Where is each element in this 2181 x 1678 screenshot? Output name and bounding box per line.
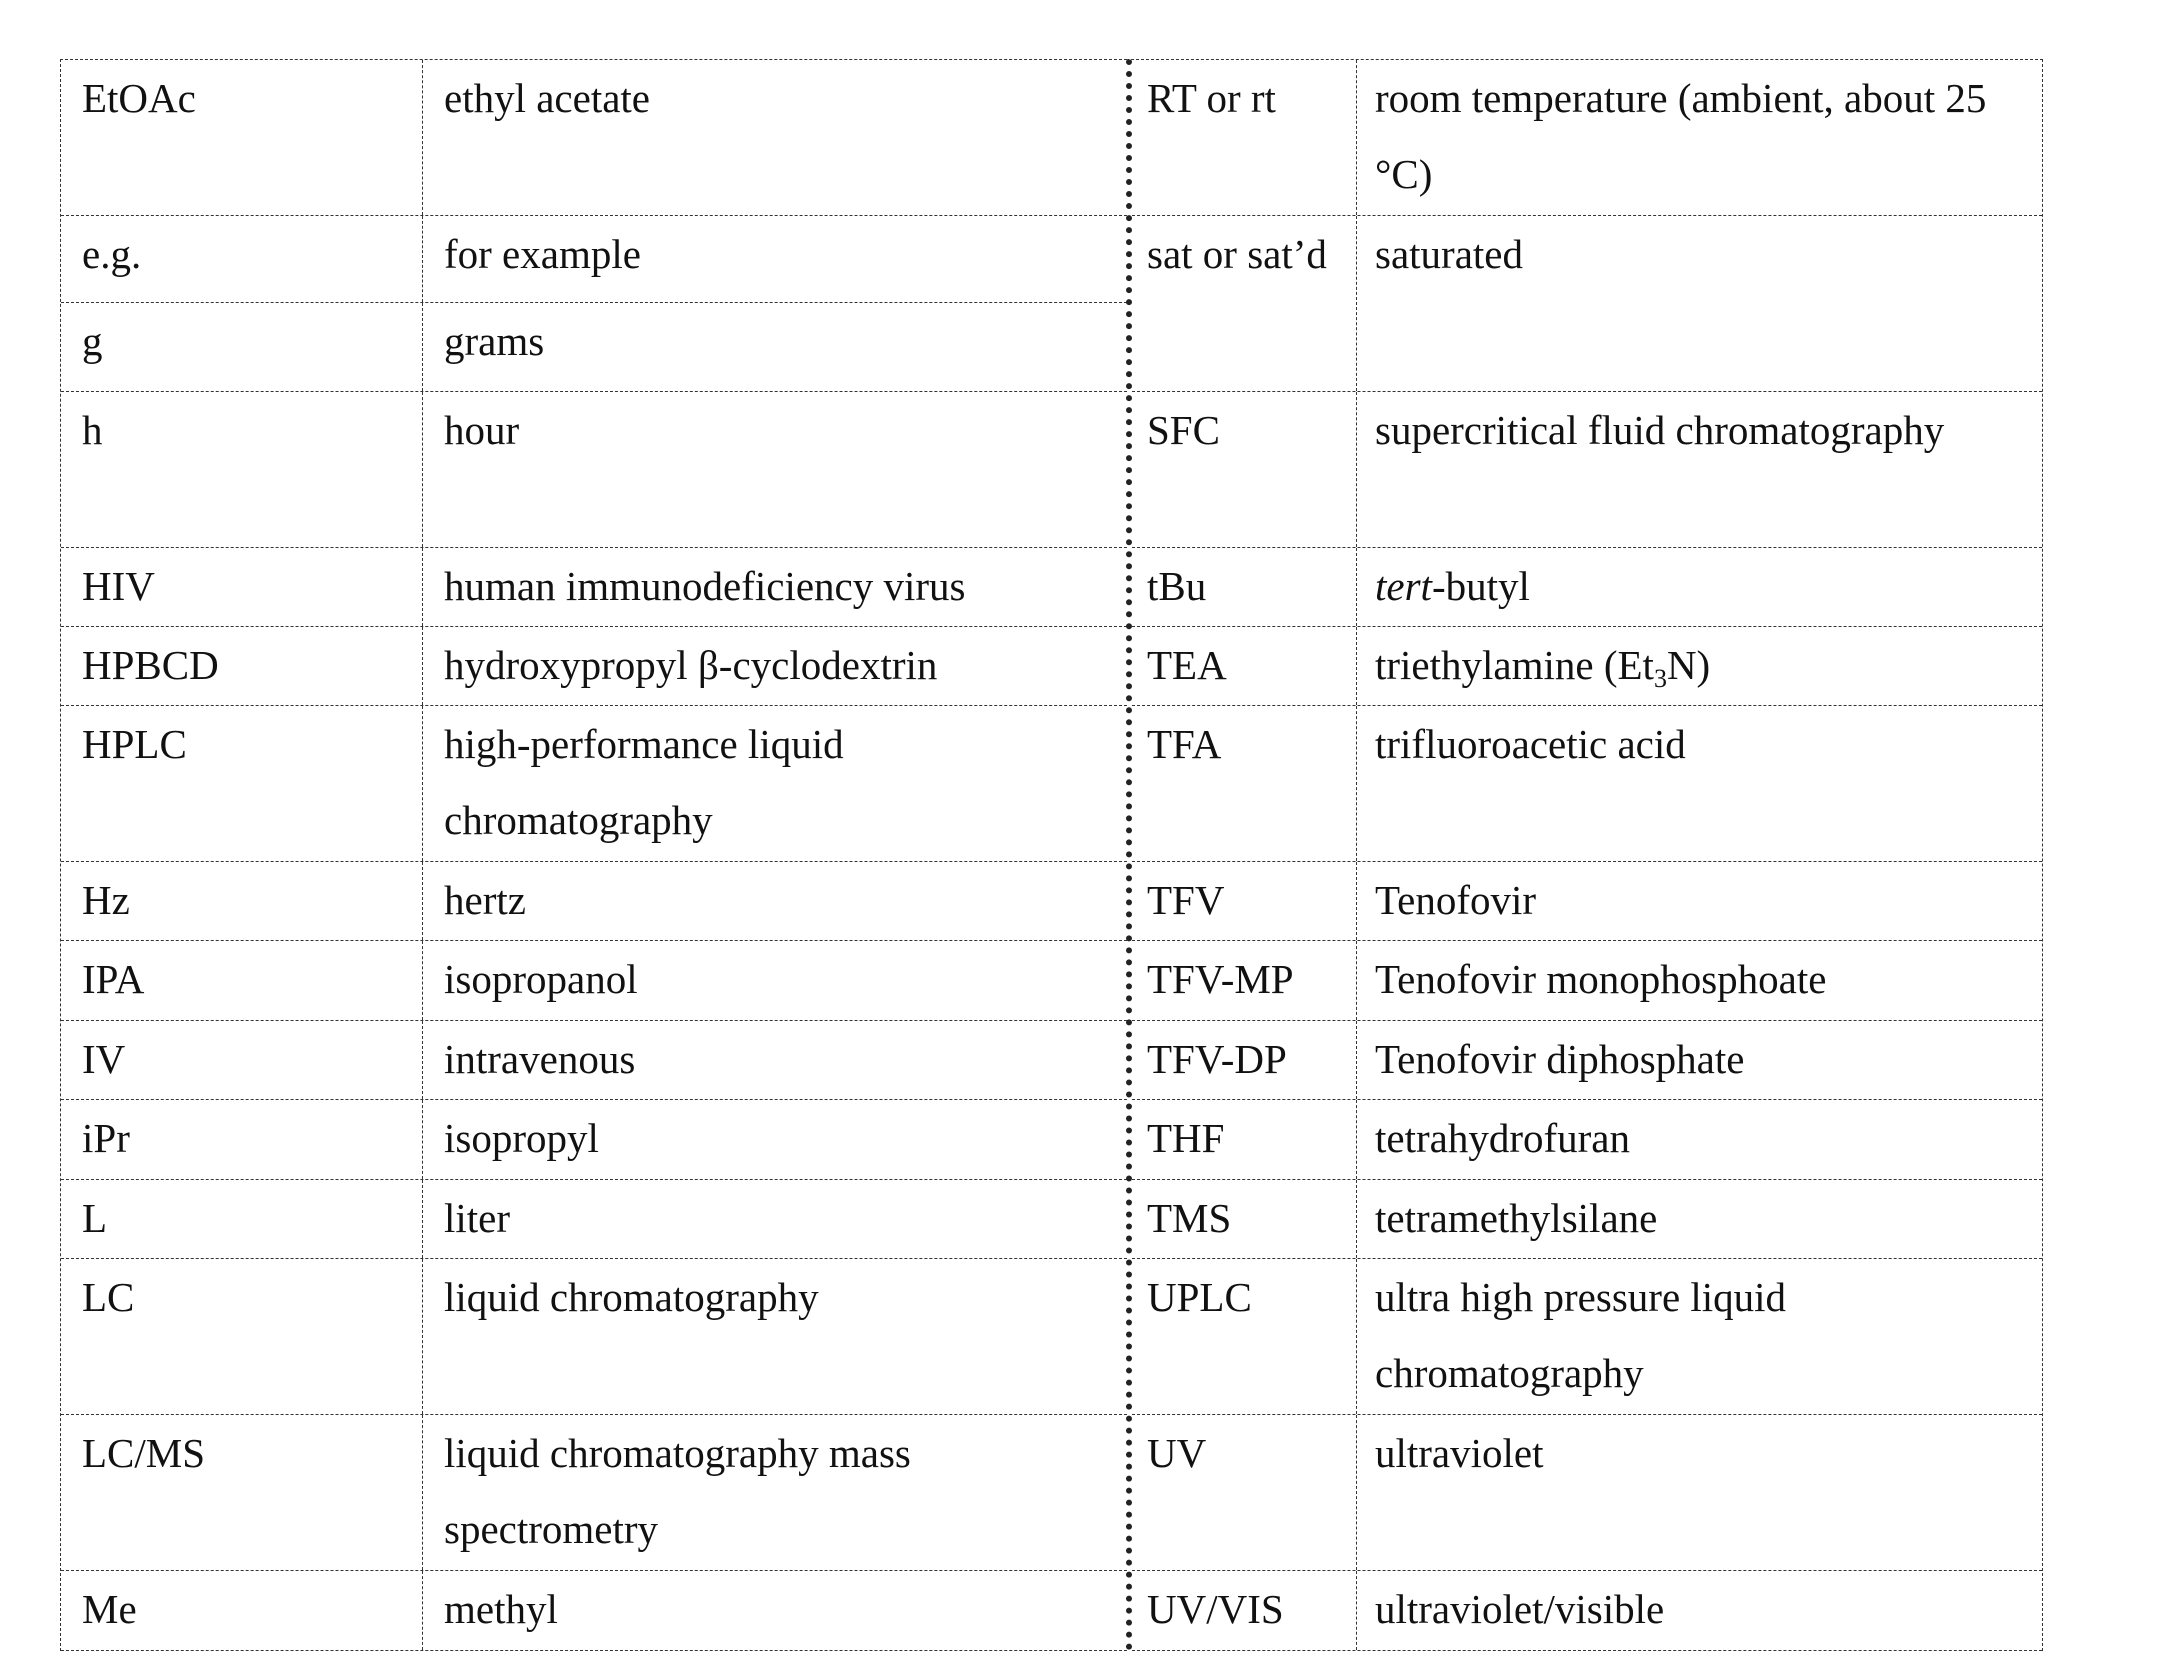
table-row <box>61 216 1127 303</box>
definition-cell <box>423 862 1127 940</box>
abbreviation-cell: tBu <box>1132 548 1357 626</box>
definition-text: hydroxypropyl β-cyclodextrin <box>444 642 937 688</box>
definition-text: liter <box>444 1195 510 1241</box>
abbreviation-cell: LC <box>61 1259 423 1414</box>
abbreviation-cell: TEA <box>1132 627 1357 705</box>
abbreviation-cell: THF <box>1132 1100 1357 1179</box>
abbreviation-cell: HPLC <box>61 706 423 861</box>
definition-cell <box>423 60 1127 215</box>
definition-text: -butyl <box>1432 563 1530 609</box>
definition-text: liquid chromatography mass spectrometry <box>444 1430 911 1552</box>
definition-cell <box>1357 216 2042 391</box>
abbreviation-cell: h <box>61 392 423 547</box>
abbreviation-cell: Hz <box>61 862 423 940</box>
abbreviation-cell: sat or sat’d <box>1132 216 1357 391</box>
definition-text: triethylamine (Et <box>1375 642 1654 688</box>
table-row <box>61 941 1127 1021</box>
table-row <box>1132 1100 2042 1180</box>
table-row <box>61 303 1127 392</box>
definition-text: for example <box>444 231 641 277</box>
abbreviation-cell: EtOAc <box>61 60 423 215</box>
definition-text: hertz <box>444 877 526 923</box>
definition-cell <box>1357 1415 2042 1570</box>
table-row <box>1132 1415 2042 1571</box>
table-row <box>1132 706 2042 862</box>
definition-text: Tenofovir monophosphoate <box>1375 956 1826 1002</box>
definition-text: N) <box>1667 642 1710 688</box>
table-row <box>61 1259 1127 1415</box>
definition-text: tetrahydrofuran <box>1375 1115 1630 1161</box>
definition-text: grams <box>444 318 544 364</box>
table-row <box>61 1180 1127 1259</box>
definition-text: trifluoroacetic acid <box>1375 721 1686 767</box>
abbreviation-cell: LC/MS <box>61 1415 423 1570</box>
definition-text: ultraviolet <box>1375 1430 1544 1476</box>
definition-cell <box>1357 1259 2042 1414</box>
table-row <box>61 1415 1127 1571</box>
table-row <box>61 392 1127 548</box>
abbreviation-cell: TFA <box>1132 706 1357 861</box>
table-row <box>1132 1021 2042 1100</box>
definition-cell <box>1357 1100 2042 1179</box>
abbreviation-cell: IPA <box>61 941 423 1020</box>
abbreviations-table-right <box>1126 59 2043 1651</box>
definition-text: ultraviolet/visible <box>1375 1586 1664 1632</box>
definition-cell <box>1357 627 2042 705</box>
definition-text: 3 <box>1654 664 1667 693</box>
abbreviation-cell: iPr <box>61 1100 423 1179</box>
abbreviation-cell: e.g. <box>61 216 423 302</box>
definition-text: isopropyl <box>444 1115 599 1161</box>
definition-cell <box>423 1415 1127 1570</box>
abbreviation-cell: TFV <box>1132 862 1357 940</box>
definition-text: ethyl acetate <box>444 75 650 121</box>
table-row <box>61 1021 1127 1100</box>
definition-text: isopropanol <box>444 956 638 1002</box>
definition-cell <box>423 706 1127 861</box>
abbreviation-cell: Me <box>61 1571 423 1650</box>
abbreviation-cell: HPBCD <box>61 627 423 705</box>
abbreviation-cell: UV/VIS <box>1132 1571 1357 1650</box>
abbreviation-cell: TMS <box>1132 1180 1357 1258</box>
definition-cell <box>1357 1180 2042 1258</box>
definition-text: liquid chromatography <box>444 1274 819 1320</box>
definition-text: tetramethylsilane <box>1375 1195 1657 1241</box>
definition-cell <box>423 1571 1127 1650</box>
definition-cell <box>423 548 1127 626</box>
definition-text: supercritical fluid chromatography <box>1375 407 1944 453</box>
table-row <box>61 706 1127 862</box>
abbreviation-cell: TFV-DP <box>1132 1021 1357 1099</box>
definition-text: intravenous <box>444 1036 635 1082</box>
table-row <box>1132 216 2042 392</box>
definition-text: high-performance liquid chromatography <box>444 721 844 843</box>
definition-cell <box>1357 60 2042 215</box>
table-row <box>1132 862 2042 941</box>
definition-cell <box>1357 1021 2042 1099</box>
definition-cell <box>1357 706 2042 861</box>
definition-text: tert <box>1375 563 1432 609</box>
definition-cell <box>1357 862 2042 940</box>
table-row <box>1132 1571 2042 1651</box>
abbreviation-cell: UPLC <box>1132 1259 1357 1414</box>
table-row <box>61 60 1127 216</box>
definition-cell <box>423 1180 1127 1258</box>
definition-cell <box>423 941 1127 1020</box>
definition-cell <box>423 216 1127 302</box>
definition-cell <box>1357 941 2042 1020</box>
definition-text: methyl <box>444 1586 558 1632</box>
definition-cell <box>1357 392 2042 547</box>
table-row <box>1132 548 2042 627</box>
table-row <box>61 1100 1127 1180</box>
abbreviation-cell: HIV <box>61 548 423 626</box>
definition-text: Tenofovir <box>1375 877 1536 923</box>
abbreviation-cell: IV <box>61 1021 423 1099</box>
definition-text: Tenofovir diphosphate <box>1375 1036 1744 1082</box>
abbreviations-table-left <box>60 59 1127 1651</box>
definition-cell <box>423 392 1127 547</box>
table-row <box>1132 627 2042 706</box>
definition-text: saturated <box>1375 231 1523 277</box>
definition-cell <box>423 1100 1127 1179</box>
definition-cell <box>423 1259 1127 1414</box>
definition-text: hour <box>444 407 519 453</box>
definition-cell <box>1357 1571 2042 1650</box>
table-row <box>61 862 1127 941</box>
table-row <box>1132 1259 2042 1415</box>
table-row <box>61 627 1127 706</box>
table-row <box>1132 392 2042 548</box>
table-row <box>1132 941 2042 1021</box>
definition-cell <box>423 627 1127 705</box>
abbreviation-cell: RT or rt <box>1132 60 1357 215</box>
abbreviation-cell: UV <box>1132 1415 1357 1570</box>
definition-text: room temperature (ambient, about 25 °C) <box>1375 75 1986 197</box>
abbreviation-cell: TFV-MP <box>1132 941 1357 1020</box>
definition-cell <box>423 303 1127 391</box>
table-row <box>1132 60 2042 216</box>
definition-text: ultra high pressure liquid chromatography <box>1375 1274 1786 1396</box>
table-row <box>61 548 1127 627</box>
abbreviation-cell: L <box>61 1180 423 1258</box>
table-row <box>1132 1180 2042 1259</box>
definition-cell <box>423 1021 1127 1099</box>
abbreviation-cell: SFC <box>1132 392 1357 547</box>
table-row <box>61 1571 1127 1651</box>
abbreviation-cell: g <box>61 303 423 391</box>
definition-text: human immunodeficiency virus <box>444 563 966 609</box>
definition-cell <box>1357 548 2042 626</box>
